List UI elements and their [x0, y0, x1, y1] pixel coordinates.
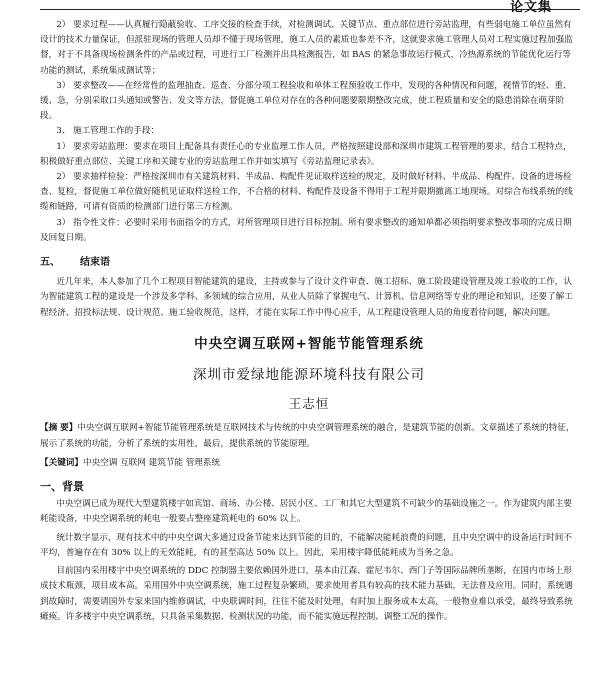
article-title: 中央空调互联网+智能节能管理系统 [194, 335, 424, 352]
abstract-text: 中央空调互联网+智能节能管理系统是互联网技术与传统的中央空调管理系统的融合，是建筑节能的创新。文章描述了系统的特征，展示了系统的功能，分析了系统的实用性，最后，提供系统的节能原理。 [40, 423, 575, 449]
paragraph-process-requirement: 2） 要求过程——认真履行隐蔽验收、工序交接的检查手续，对检测调试、关键节点、重点部位进行旁站监理，有些弱电施工单位虽然有设计的技术力量保证，但派驻现场的管理人员却不懂于现场管理，施工人员的素质也参差不齐，这就要求施工管理人员对工程实施过程加强监督，对于不具备现场检测条件的产品或过程，可进行工厂检测并出具检测报告，如 BAS 的紧急事故运行模式，冷热源系统的节能优化运行等功能的测试，系统集成测试等； [40, 20, 573, 76]
paragraph-background-2: 统计数字显示，现有技术中的中央空调大多通过设备节能来达到节能的目的，不能解决能耗浪费的问题，且中央空调中的设备运行时间不平均，普遍存在有 30% 以上的无效能耗，有的甚至高达 50% 以上。因此，采用楼宇降低能耗成为当务之急。 [40, 532, 572, 558]
page-body [40, 18, 578, 625]
paragraph-sampling-inspection: 2） 要求抽样检验：严格按深圳市有关建筑材料、半成品、构配件见证取样送检的规定，及时做好材料、半成品、构配件、设备的进场检查、复检，督促施工单位做好随机见证取样送检工作，不合格的材料、构配件及设备不得用于工程并限期撤离工地现场。对综合布线系统的线缆和链路，可请有资质的检测部门进行第三方检测。 [40, 172, 573, 213]
section-number: 五、 [40, 257, 60, 269]
article-company: 深圳市爱绿地能源环境科技有限公司 [193, 367, 425, 384]
paragraph-site-supervision: 1） 要求旁站监理：要求在项目上配备具有责任心的专业监理工作人员，严格按照建设部和深圳市建筑工程管理的要求，结合工程特点，积极做好重点部位、关键工序和关键专业的旁站监理工作并如实填写《旁站监理记录表》。 [40, 141, 572, 167]
paragraph-directive-documents: 3） 指令性文件：必要时采用书面指令的方式，对所管理项目进行目标控制。所有要求整改的通知单都必须指明要求整改事项的完成日期及回复日期。 [40, 217, 572, 243]
abstract [40, 421, 578, 451]
keywords-tag: 【关键词】 [40, 457, 83, 468]
article-author: 王志恒 [288, 396, 330, 412]
section-heading-background: 一、背景 [40, 480, 84, 494]
running-title: 论文集 [509, 0, 552, 15]
paragraph-background-1: 中央空调已成为现代大型建筑楼宇如宾馆、商场、办公楼、居民小区、工厂和其它大型建筑不可缺少的基础设施之一。作为建筑内部主要耗能设备，中央空调系统的耗电一般要占整座建筑耗电的 60% 以上。 [40, 499, 572, 525]
keywords-text: 中央空调 互联网 建筑节能 管理系统 [82, 457, 221, 468]
sub-heading-means: 3、 施工管理工作的手段： [56, 126, 160, 137]
paragraph-conclusion: 近几年来，本人参加了几个工程项目智能建筑的建设，主持或参与了设计文件审查、施工招标、施工阶段建设管理及竣工验收的工作，认为智能建筑工程的建设是一个涉及多学科、多领域的综合应用，从业人员除了掌握电气、计算机、信息网络等专业的理论和知识，还要了解工程经济、招投标法规、设计规范、施工验收规范，这样，才能在实际工作中得心应手，从工程建设管理人员的角度看待问题，解决问题。 [40, 277, 573, 318]
paragraph-rectification: 3） 要求整改——在经常性的监理抽查、巡查、分部分项工程验收和单体工程预验收工作中，发现的各种情况和问题，视情节的轻、重、缓、急，分别采取口头通知或警告、发文等方法，督促施工单位对存在的各种问题要限期整改完成，使工程质量和安全的隐患消除在萌芽阶段。 [40, 80, 572, 122]
section-title: 结束语 [80, 257, 110, 269]
abstract-tag: 【摘 要】 [40, 423, 78, 434]
keywords [40, 456, 578, 471]
header-rule [40, 9, 580, 10]
section-heading-conclusion [40, 255, 578, 270]
paragraph-background-3: 目前国内采用楼宇中央空调系统的 DDC 控制器主要依赖国外进口，基本由江森、霍尼韦尔、西门子等国际品牌所垄断，在国内市场上形成技术瓶颈，项目成本高。采用国外中央空调系统，施工过程复杂繁琐，要求使用者具有较高的技术能力基础，无法普及应用。同时，系统遇到故障时，需要请国外专家来国内维修调试，中央联调时间，往往不能及时处理，有时加上服务成本太高，一般物业难以承受，最终导致系统瘫痪。许多楼宇中央空调系统，只具备采集数据、检测状况的功能，而不能实施远程控制、调整工况的操作。 [40, 566, 573, 622]
